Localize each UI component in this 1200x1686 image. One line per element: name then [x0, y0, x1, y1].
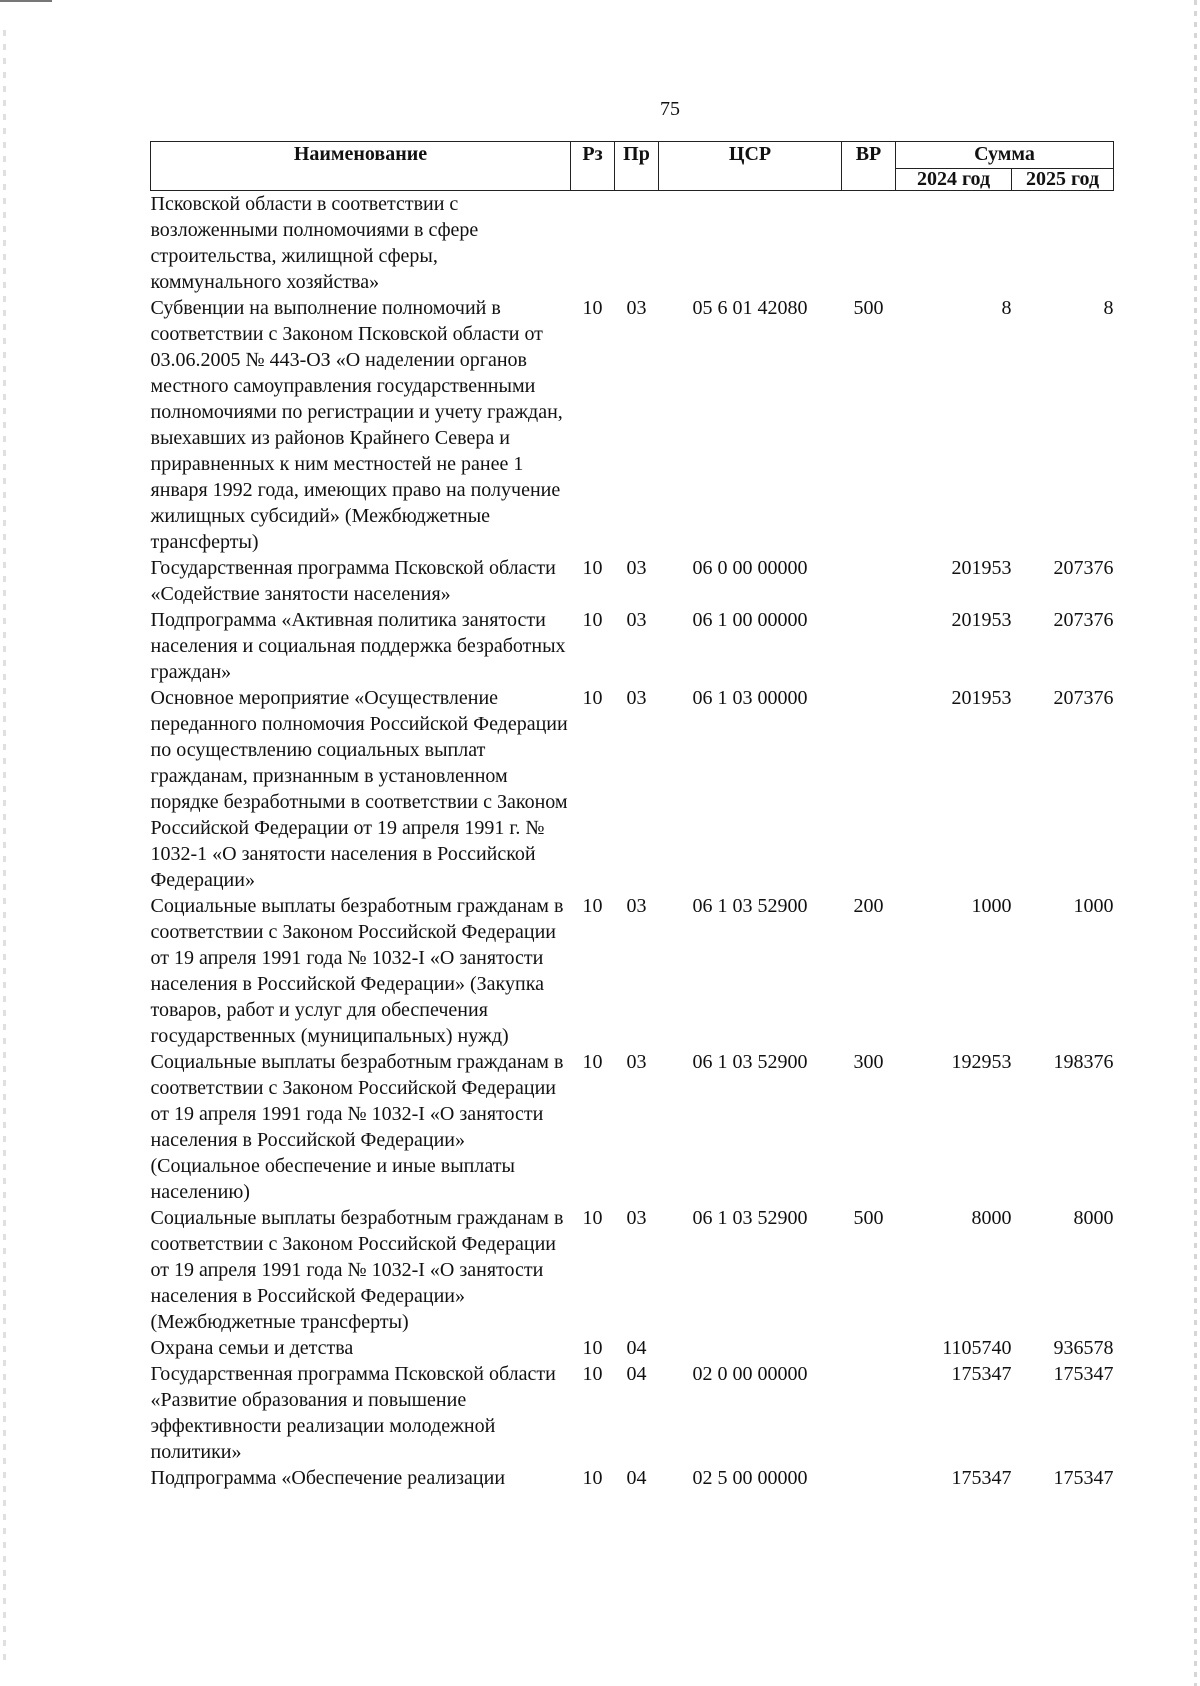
row-sum-2024: 175347 [951, 1467, 1012, 1489]
row-csr: 02 0 00 00000 [692, 1363, 808, 1385]
row-vr [842, 1465, 896, 1491]
table-row [151, 685, 1114, 893]
row-rz: 10 [582, 1363, 603, 1385]
row-name: Государственная программа Псковской области «Содействие занятости населения» [150, 557, 556, 605]
row-sum-2025: 1000 [1073, 895, 1114, 917]
row-sum-2024: 1105740 [942, 1337, 1012, 1359]
row-csr [659, 1335, 842, 1361]
row-sum-2025: 207376 [1053, 609, 1114, 631]
row-vr: 200 [853, 895, 884, 917]
table-row [151, 1049, 1114, 1205]
row-rz [571, 191, 615, 296]
scan-edge-left [3, 30, 6, 1666]
row-sum-2025: 8 [1103, 297, 1114, 319]
row-pr: 03 [626, 297, 647, 319]
row-csr: 06 1 03 52900 [692, 895, 808, 917]
row-csr: 02 5 00 00000 [692, 1467, 808, 1489]
row-csr: 06 1 00 00000 [692, 609, 808, 631]
scan-corner-mark [0, 0, 52, 2]
row-pr [615, 191, 659, 296]
row-name: Псковской области в соответствии с возложенными полномочиями в сфере строительства, жилищной сферы, коммунального хозяйства» [150, 193, 479, 293]
row-csr: 06 1 03 52900 [692, 1051, 808, 1073]
row-sum-2024: 201953 [951, 557, 1012, 579]
budget-table [150, 141, 1114, 1491]
header-year-2025: 2025 год [1012, 169, 1114, 191]
header-sum: Сумма [896, 142, 1114, 169]
row-sum-2024: 175347 [951, 1363, 1012, 1385]
row-sum-2024: 192953 [951, 1051, 1012, 1073]
header-rz: Рз [571, 142, 615, 191]
row-vr [842, 555, 896, 607]
row-csr [659, 191, 842, 296]
row-rz: 10 [582, 1467, 603, 1489]
row-sum-2025: 8000 [1073, 1207, 1114, 1229]
row-rz: 10 [582, 557, 603, 579]
header-year-2024: 2024 год [896, 169, 1012, 191]
row-sum-2025: 198376 [1053, 1051, 1114, 1073]
row-pr: 03 [626, 687, 647, 709]
row-csr: 06 1 03 52900 [692, 1207, 808, 1229]
row-pr: 03 [626, 1051, 647, 1073]
row-sum-2024: 201953 [951, 687, 1012, 709]
row-pr: 03 [626, 609, 647, 631]
row-name: Социальные выплаты безработным гражданам в соответствии с Законом Российской Федерации от 19 апреля 1991 года № 1032-I «О занятости населения в Российской Федерации» (Межбюджетные трансферты) [150, 1207, 564, 1333]
row-vr: 500 [853, 297, 884, 319]
row-rz: 10 [582, 895, 603, 917]
row-name: Субвенции на выполнение полномочий в соответствии с Законом Псковской области от 03.06.2005 № 443-ОЗ «О наделении органов местного самоуправления государственными полномочиями по регистрации и учету граждан, выехавших из районов Крайнего Севера и приравненных к ним местностей не ранее 1 января 1992 года, имеющих право на получение жилищных субсидий» (Межбюджетные трансферты) [150, 297, 563, 553]
row-name: Социальные выплаты безработным гражданам в соответствии с Законом Российской Федерации от 19 апреля 1991 года № 1032-I «О занятости населения в Российской Федерации» (Социальное обеспечение и иные выплаты населению) [150, 1051, 564, 1203]
row-rz: 10 [582, 1337, 603, 1359]
row-vr [842, 191, 896, 296]
row-vr: 500 [853, 1207, 884, 1229]
header-vr: ВР [842, 142, 896, 191]
row-sum-2024: 201953 [951, 609, 1012, 631]
table-row [151, 1361, 1114, 1465]
row-pr: 04 [626, 1467, 647, 1489]
table-row [151, 191, 1114, 296]
row-sum-2025: 207376 [1053, 557, 1114, 579]
row-sum-2024 [896, 191, 1012, 296]
table-row [151, 295, 1114, 555]
table-header [151, 142, 1114, 191]
row-sum-2025: 936578 [1053, 1337, 1114, 1359]
row-name: Социальные выплаты безработным гражданам в соответствии с Законом Российской Федерации от 19 апреля 1991 года № 1032-I «О занятости населения в Российской Федерации» (Закупка товаров, работ и услуг для обеспечения государственных (муниципальных) нужд) [150, 895, 564, 1047]
header-csr: ЦСР [659, 142, 842, 191]
table-row [151, 1205, 1114, 1335]
row-rz: 10 [582, 1207, 603, 1229]
row-vr [842, 1361, 896, 1465]
row-name: Подпрограмма «Активная политика занятости населения и социальная поддержка безработных граждан» [150, 609, 566, 683]
row-name: Основное мероприятие «Осуществление переданного полномочия Российской Федерации по осуществлению социальных выплат гражданам, признанным в установленном порядке безработными в соответствии с Законом Российской Федерации от 19 апреля 1991 г. № 1032-1 «О занятости населения в Российской Федерации» [150, 687, 568, 891]
row-csr: 05 6 01 42080 [692, 297, 808, 319]
row-vr [842, 607, 896, 685]
row-sum-2025: 207376 [1053, 687, 1114, 709]
row-sum-2025: 175347 [1053, 1467, 1114, 1489]
header-name: Наименование [151, 142, 571, 191]
table-body [151, 191, 1114, 1492]
table-row [151, 893, 1114, 1049]
row-sum-2025 [1012, 191, 1114, 296]
row-rz: 10 [582, 1051, 603, 1073]
row-csr: 06 1 03 00000 [692, 687, 808, 709]
table-row [151, 607, 1114, 685]
row-sum-2024: 8000 [971, 1207, 1012, 1229]
row-csr: 06 0 00 00000 [692, 557, 808, 579]
row-sum-2024: 1000 [971, 895, 1012, 917]
row-vr [842, 685, 896, 893]
row-name: Подпрограмма «Обеспечение реализации [150, 1467, 506, 1489]
row-vr: 300 [853, 1051, 884, 1073]
row-rz: 10 [582, 687, 603, 709]
row-rz: 10 [582, 609, 603, 631]
table-row [151, 1465, 1114, 1491]
row-vr [842, 1335, 896, 1361]
row-sum-2024: 8 [1001, 297, 1012, 319]
table-row [151, 555, 1114, 607]
row-name: Государственная программа Псковской области «Развитие образования и повышение эффективности реализации молодежной политики» [150, 1363, 556, 1463]
scan-edge-right [1194, 0, 1197, 1686]
row-name: Охрана семьи и детства [150, 1337, 354, 1359]
row-pr: 03 [626, 557, 647, 579]
row-pr: 03 [626, 1207, 647, 1229]
header-pr: Пр [615, 142, 659, 191]
table-row [151, 1335, 1114, 1361]
row-pr: 04 [626, 1337, 647, 1359]
row-pr: 04 [626, 1363, 647, 1385]
row-pr: 03 [626, 895, 647, 917]
page-number: 75 [660, 98, 680, 120]
row-sum-2025: 175347 [1053, 1363, 1114, 1385]
row-rz: 10 [582, 297, 603, 319]
